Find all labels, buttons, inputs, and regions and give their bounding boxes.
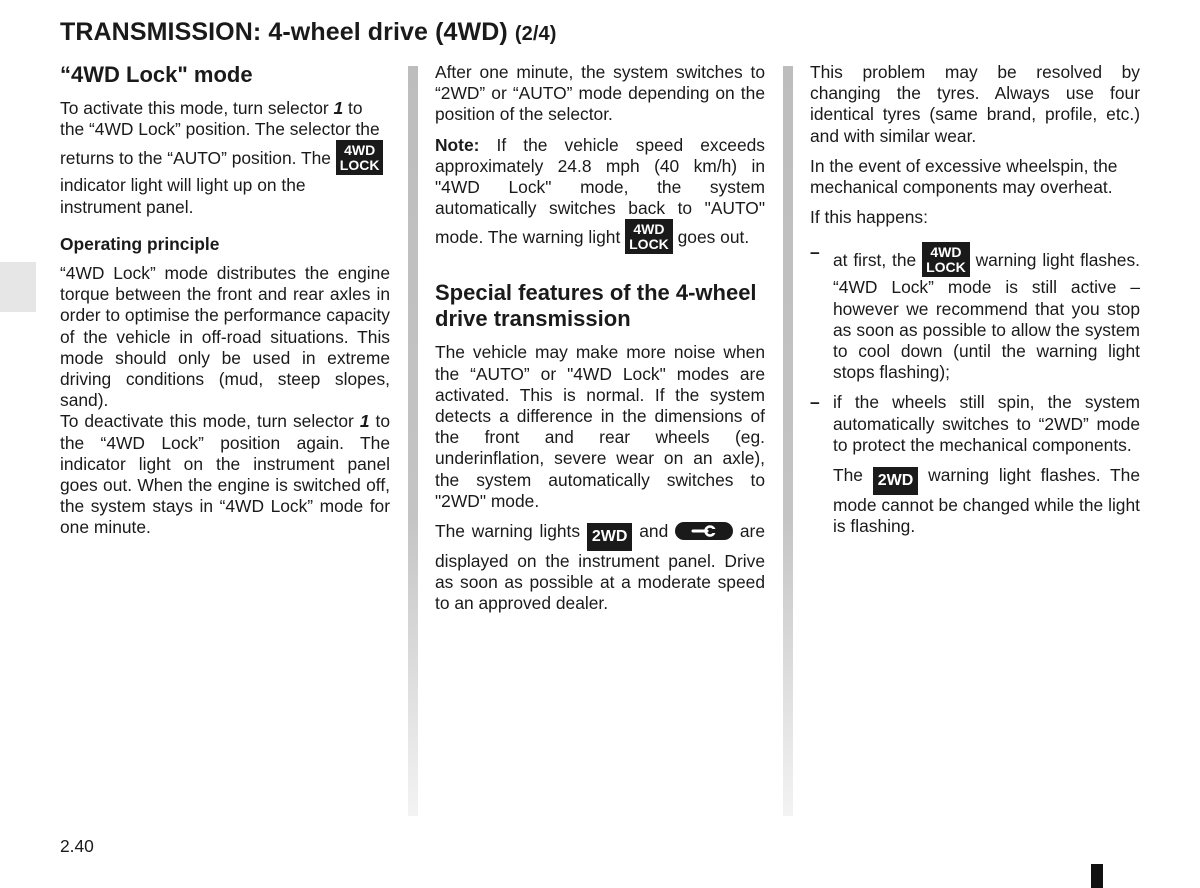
column-2 xyxy=(435,62,765,624)
if-this-happens-paragraph: If this happens: xyxy=(810,207,928,228)
page-title: TRANSMISSION: 4-wheel drive (4WD) (2/4) xyxy=(60,18,557,46)
list-item: – at first, the 4WD LOCK warning light flashes. “4WD Lock” mode is still active – however we recommend that you stop as soon as possible to allow the system to cool down (until the warning light stops flashing); xyxy=(810,242,1140,383)
wrench-icon xyxy=(675,522,733,540)
4wd-lock-indicator-icon: 4WD LOCK xyxy=(336,140,384,175)
tyres-paragraph: This problem may be resolved by changing the tyres. Always use four identical tyres (same brand, profile, etc.) and with similar wear. xyxy=(810,62,1140,146)
list-item: – if the wheels still spin, the system automatically switches to “2WD” mode to protect the mechanical components. xyxy=(810,392,1140,456)
2wd-flash-note: The 2WD warning light flashes. The mode cannot be changed while the light is flashing. xyxy=(833,465,1140,537)
2wd-indicator-icon: 2WD xyxy=(873,467,919,495)
2wd-indicator-icon: 2WD xyxy=(587,523,633,551)
page-of-label: (2/4) xyxy=(514,23,557,45)
4wd-lock-indicator-icon: 4WD LOCK xyxy=(922,242,970,277)
operating-principle-paragraph: “4WD Lock” mode distributes the engine torque between the front and rear axles in order to optimise the performance capacity of the vehicle in off-road situations. This mode should only be used in extreme driving conditions (mud, steep slopes, sand). xyxy=(60,263,390,411)
after-one-minute-paragraph: After one minute, the system switches to “2WD” or “AUTO” mode depending on the position of the selector. xyxy=(435,62,765,125)
section-heading-4wd-lock-mode: “4WD Lock" mode xyxy=(60,62,253,87)
corner-mark xyxy=(1091,864,1103,888)
4wd-lock-indicator-icon: 4WD LOCK xyxy=(625,219,673,254)
page-number: 2.40 xyxy=(60,836,94,856)
subheading-operating-principle: Operating principle xyxy=(60,233,220,254)
chapter-tab xyxy=(0,262,36,312)
warning-lights-paragraph: The warning lights 2WD and are displayed on the instrument panel. Drive as soon as possible at a moderate speed to an approved dealer. xyxy=(435,521,765,614)
selector-number: 1 xyxy=(359,411,370,432)
selector-number: 1 xyxy=(333,98,344,118)
wheelspin-paragraph: In the event of excessive wheelspin, the mechanical components may overheat. xyxy=(810,155,1118,198)
noise-paragraph: The vehicle may make more noise when the “AUTO” or "4WD Lock" modes are activated. This is normal. If the system detects a difference in the dimensions of the front and rear wheels (eg. underinflation, severe wear on an axle), the system automatically switches to "2WD" mode. xyxy=(435,342,765,511)
column-1 xyxy=(60,62,390,548)
wheelspin-steps-list xyxy=(810,242,1140,456)
note-paragraph: Note: If the vehicle speed exceeds approximately 24.8 mph (40 km/h) in "4WD Lock" mode, the system automatically switches back to "AUTO" mode. The warning light 4WD LOCK goes out. xyxy=(435,134,765,253)
column-3 xyxy=(810,62,1140,546)
activate-paragraph: To activate this mode, turn selector 1 to the “4WD Lock” position. The selector the returns to the “AUTO” position. The 4WD LOCK indicator light will light up on the instrument panel. xyxy=(60,98,390,218)
column-divider xyxy=(408,66,418,816)
section-heading-special-features: Special features of the 4-wheel drive transmission xyxy=(435,280,757,332)
deactivate-paragraph: To deactivate this mode, turn selector 1 to the “4WD Lock” position again. The indicator light on the instrument panel goes out. When the engine is switched off, the system stays in “4WD Lock” mode for one minute. xyxy=(60,411,390,538)
column-divider xyxy=(783,66,793,816)
note-label: Note: xyxy=(435,134,480,155)
